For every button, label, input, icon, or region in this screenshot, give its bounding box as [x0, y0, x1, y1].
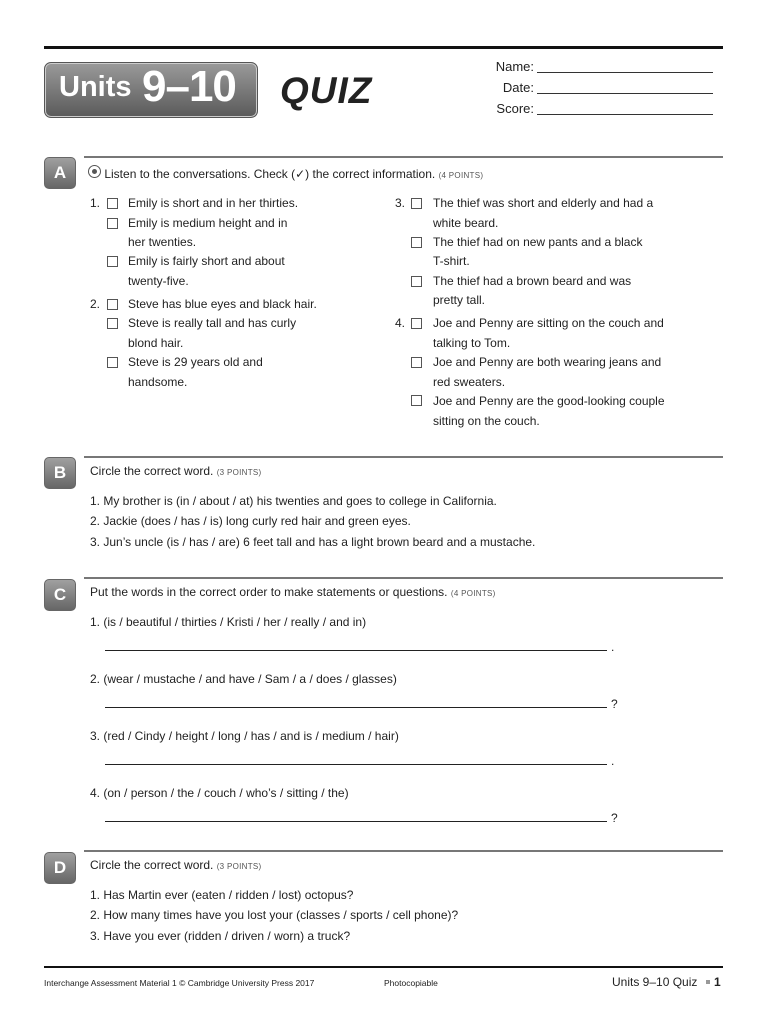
section-b-instruction-text: Circle the correct word. [90, 464, 214, 478]
checkbox[interactable] [411, 318, 422, 329]
a3-option-3-cont: pretty tall. [433, 293, 486, 307]
b-item-3: 3. Jun’s uncle (is / has / are) 6 feet tall and has a light brown beard and a mustache. [90, 535, 536, 549]
a4-option-1: Joe and Penny are sitting on the couch and [433, 316, 664, 330]
a4-option-1-cont: talking to Tom. [433, 336, 511, 350]
a-item-2-number: 2. [90, 297, 101, 311]
a3-option-3: The thief had a brown beard and was [433, 274, 632, 288]
a-item-4-number: 4. [395, 316, 406, 330]
footer-quiz-label: Units 9–10 Quiz [612, 975, 698, 989]
section-c-instruction [90, 585, 496, 599]
footer-bullet [706, 980, 710, 984]
section-a-instruction [88, 165, 483, 181]
section-d-instruction [90, 858, 262, 872]
answer-line[interactable] [105, 821, 607, 822]
c-item-3-prompt: 3. (red / Cindy / height / long / has / and is / medium / hair) [90, 729, 399, 743]
section-b-rule [84, 456, 723, 458]
a-item-3-number: 3. [395, 196, 406, 210]
footer-rule [44, 966, 723, 968]
checkbox[interactable] [411, 395, 422, 406]
a2-option-2: Steve is really tall and has curly [128, 316, 297, 330]
d-item-3: 3. Have you ever (ridden / driven / worn) a truck? [90, 929, 351, 943]
section-a-badge: A [44, 157, 76, 189]
score-field[interactable] [537, 114, 713, 115]
units-range: 9–10 [142, 62, 236, 111]
checkbox[interactable] [107, 256, 118, 267]
score-label: Score: [496, 101, 534, 116]
section-d-points: (3 POINTS) [216, 862, 262, 871]
checkbox[interactable] [107, 299, 118, 310]
a1-option-3: Emily is fairly short and about [128, 254, 285, 268]
footer-photocopiable: Photocopiable [384, 978, 438, 988]
section-b-points: (3 POINTS) [216, 468, 262, 477]
section-d-badge: D [44, 852, 76, 884]
checkbox[interactable] [411, 276, 422, 287]
section-b-badge: B [44, 457, 76, 489]
checkbox[interactable] [411, 198, 422, 209]
page-number: 1 [714, 975, 721, 989]
a3-option-1: The thief was short and elderly and had a [433, 196, 654, 210]
footer-copyright: Interchange Assessment Material 1 © Cambridge University Press 2017 [44, 978, 315, 988]
c-item-2-end: ? [611, 697, 618, 711]
units-word: Units [59, 71, 132, 103]
d-item-1: 1. Has Martin ever (eaten / ridden / lost) octopus? [90, 888, 354, 902]
checkbox[interactable] [107, 357, 118, 368]
section-c-points: (4 POINTS) [450, 589, 496, 598]
a4-option-2: Joe and Penny are both wearing jeans and [433, 355, 662, 369]
a2-option-1: Steve has blue eyes and black hair. [128, 297, 317, 311]
a4-option-3: Joe and Penny are the good-looking couple [433, 394, 665, 408]
section-c-rule [84, 577, 723, 579]
c-item-2-prompt: 2. (wear / mustache / and have / Sam / a / does / glasses) [90, 672, 397, 686]
answer-line[interactable] [105, 707, 607, 708]
a2-option-3-cont: handsome. [128, 375, 188, 389]
section-d-instruction-text: Circle the correct word. [90, 858, 214, 872]
name-label: Name: [495, 59, 534, 74]
section-d-rule [84, 850, 723, 852]
quiz-title: QUIZ [280, 70, 373, 111]
b-item-2: 2. Jackie (does / has / is) long curly red hair and green eyes. [90, 514, 411, 528]
checkbox[interactable] [107, 198, 118, 209]
name-field[interactable] [537, 72, 713, 73]
section-c-badge: C [44, 579, 76, 611]
section-a-points: (4 POINTS) [438, 171, 484, 180]
checkbox[interactable] [411, 237, 422, 248]
d-item-2: 2. How many times have you lost your (classes / sports / cell phone)? [90, 908, 459, 922]
c-item-1-end: . [611, 640, 615, 654]
c-item-1-prompt: 1. (is / beautiful / thirties / Kristi / her / really / and in) [90, 615, 367, 629]
top-rule [44, 46, 723, 49]
c-item-4-end: ? [611, 811, 618, 825]
a-item-1-number: 1. [90, 196, 101, 210]
b-item-1: 1. My brother is (in / about / at) his twenties and goes to college in California. [90, 494, 497, 508]
a4-option-2-cont: red sweaters. [433, 375, 506, 389]
section-b-instruction [90, 464, 262, 478]
checkbox[interactable] [107, 218, 118, 229]
a1-option-3-cont: twenty-five. [128, 274, 189, 288]
checkbox[interactable] [411, 357, 422, 368]
a1-option-1: Emily is short and in her thirties. [128, 196, 299, 210]
a1-option-2: Emily is medium height and in [128, 216, 288, 230]
a2-option-2-cont: blond hair. [128, 336, 184, 350]
answer-line[interactable] [105, 764, 607, 765]
a3-option-2: The thief had on new pants and a black [433, 235, 643, 249]
c-item-4-prompt: 4. (on / person / the / couch / who’s / sitting / the) [90, 786, 349, 800]
c-item-3-end: . [611, 754, 615, 768]
units-badge [44, 62, 258, 118]
section-a-rule [84, 156, 723, 158]
checkbox[interactable] [107, 318, 118, 329]
answer-line[interactable] [105, 650, 607, 651]
a3-option-2-cont: T-shirt. [433, 254, 470, 268]
a2-option-3: Steve is 29 years old and [128, 355, 263, 369]
section-a-instruction-text: Listen to the conversations. Check (✓) the correct information. [104, 167, 436, 181]
section-c-instruction-text: Put the words in the correct order to make statements or questions. [90, 585, 448, 599]
audio-cd-icon [88, 165, 101, 178]
date-field[interactable] [537, 93, 713, 94]
a3-option-1-cont: white beard. [433, 216, 499, 230]
a4-option-3-cont: sitting on the couch. [433, 414, 540, 428]
a1-option-2-cont: her twenties. [128, 235, 197, 249]
date-label: Date: [502, 80, 534, 95]
